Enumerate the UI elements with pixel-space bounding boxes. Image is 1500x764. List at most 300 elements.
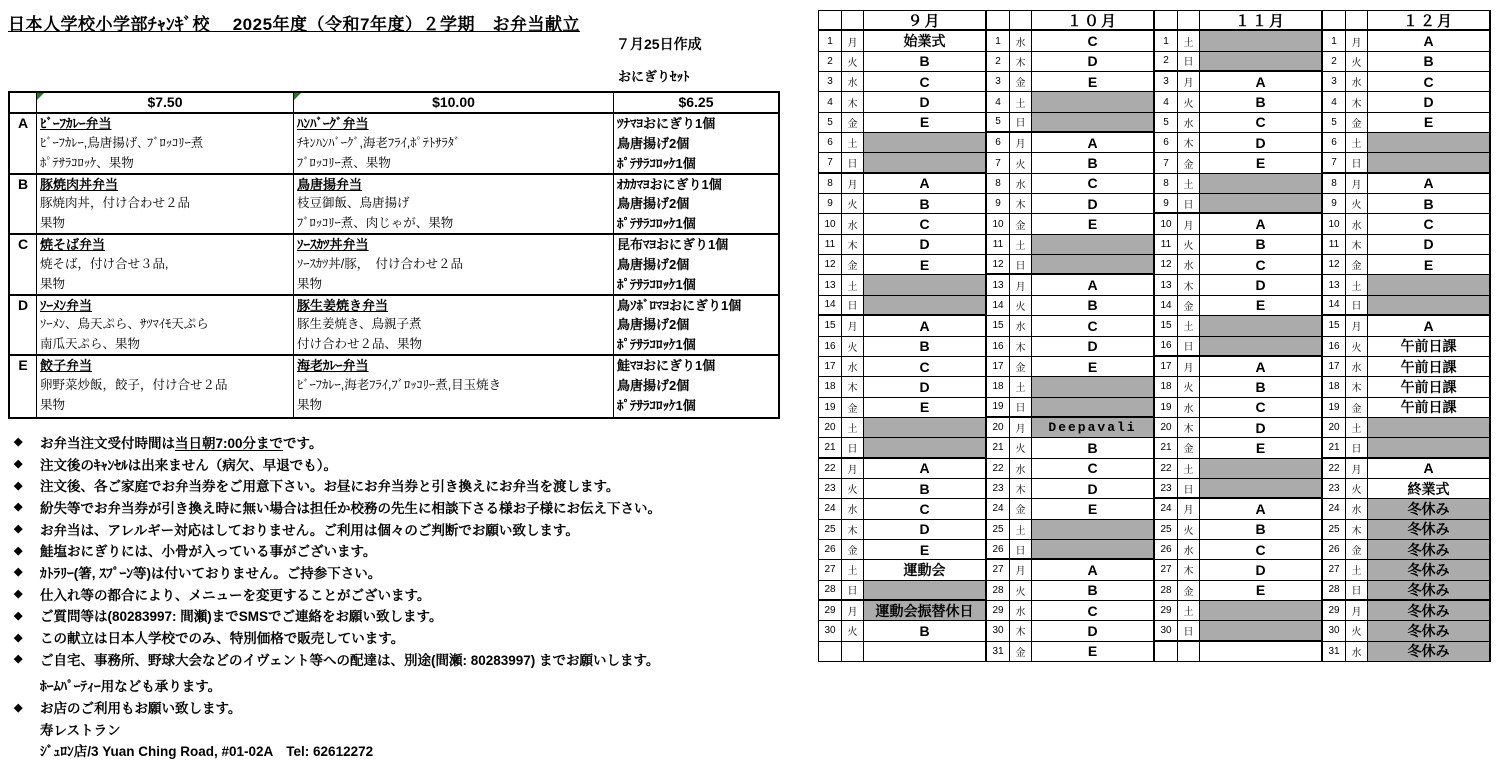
note-item xyxy=(14,561,661,583)
calendar-day-of-week: 木 xyxy=(842,377,864,397)
calendar-day-of-week: 金 xyxy=(1178,438,1200,458)
diamond-bullet-icon: ◆ xyxy=(14,631,23,644)
calendar-day-content: C xyxy=(864,357,987,377)
calendar-day-content: C xyxy=(1032,31,1155,51)
calendar-day-content: C xyxy=(1032,459,1155,479)
calendar-day-content xyxy=(1200,642,1323,662)
calendar-day-content: D xyxy=(864,235,987,255)
menu-bento-750-B xyxy=(37,175,294,236)
calendar-day-of-week: 水 xyxy=(1346,214,1368,234)
calendar-day-number: 5 xyxy=(1155,113,1178,133)
calendar-day-of-week: 火 xyxy=(1178,377,1200,397)
calendar-day-content xyxy=(1368,275,1491,295)
calendar-day-content: B xyxy=(1032,438,1155,458)
bento-line: 果物 xyxy=(40,276,66,291)
calendar-day-content xyxy=(1200,621,1323,641)
calendar-day-of-week: 土 xyxy=(1346,418,1368,438)
calendar-day-of-week: 金 xyxy=(1010,357,1032,377)
calendar-day-content: B xyxy=(1200,235,1323,255)
calendar-day-content: B xyxy=(864,194,987,214)
note-text: 仕入れ等の都合により、メニューを変更することがございます。 xyxy=(40,587,431,603)
calendar-day-number: 11 xyxy=(987,235,1010,255)
menu-row-label-E: E xyxy=(10,356,37,417)
price-header-625: $6.25 xyxy=(614,93,778,114)
calendar-day-content: B xyxy=(1368,52,1491,72)
menu-onigiri-E xyxy=(614,356,778,417)
calendar-day-content xyxy=(1368,296,1491,316)
bento-line: 果物 xyxy=(40,216,66,231)
menu-onigiri-D xyxy=(614,296,778,357)
calendar-day-of-week: 水 xyxy=(842,72,864,92)
calendar-day-number: 9 xyxy=(819,194,842,214)
onigiri-line: ﾎﾟﾃｻﾗｺﾛｯｹ1個 xyxy=(617,397,696,413)
calendar-day-of-week: 水 xyxy=(1346,357,1368,377)
calendar-day-number: 27 xyxy=(1323,560,1346,580)
calendar-day-of-week: 土 xyxy=(1346,275,1368,295)
calendar-header-blank xyxy=(1010,11,1032,31)
bento-line: 果物 xyxy=(297,276,323,291)
calendar-day-number: 2 xyxy=(987,52,1010,72)
calendar-day-number: 19 xyxy=(1155,398,1178,418)
calendar-day-of-week: 金 xyxy=(842,255,864,275)
calendar-day-content: Deepavali xyxy=(1032,418,1155,438)
calendar-day-number: 9 xyxy=(1323,194,1346,214)
calendar-day-of-week: 火 xyxy=(842,52,864,72)
calendar-day-of-week: 水 xyxy=(1346,72,1368,92)
onigiri-line: ﾎﾟﾃｻﾗｺﾛｯｹ1個 xyxy=(617,216,696,232)
calendar-day-of-week: 月 xyxy=(1178,499,1200,519)
calendar-day-number: 27 xyxy=(819,560,842,580)
calendar-day-of-week: 日 xyxy=(842,438,864,458)
note-text: 注文後のｷｬﾝｾﾙは出来ません（病欠、早退でも）。 xyxy=(40,457,337,473)
calendar-day-content: E xyxy=(1200,438,1323,458)
calendar-day-content xyxy=(1032,540,1155,560)
calendar-day-content: 終業式 xyxy=(1368,479,1491,499)
calendar-day-of-week: 月 xyxy=(842,31,864,51)
calendar-day-number: 26 xyxy=(819,540,842,560)
calendar-day-content: A xyxy=(864,174,987,194)
calendar-day-of-week: 日 xyxy=(1010,540,1032,560)
calendar-day-of-week: 日 xyxy=(1346,153,1368,173)
onigiri-line: 鳥唐揚げ2個 xyxy=(617,317,690,333)
calendar-day-content: B xyxy=(1200,92,1323,112)
calendar-day-number: 28 xyxy=(1323,581,1346,601)
calendar-day-number: 24 xyxy=(1155,499,1178,519)
calendar-day-of-week: 月 xyxy=(842,601,864,621)
calendar-day-number: 19 xyxy=(819,398,842,418)
calendar-day-of-week: 火 xyxy=(842,194,864,214)
calendar-day-content xyxy=(1200,337,1323,357)
calendar-day-content: E xyxy=(864,255,987,275)
bento-line: ﾋﾞｰﾌｶﾚｰ,鳥唐揚げ､ ﾌﾞﾛｯｺﾘｰ煮 xyxy=(40,135,204,150)
calendar-day-of-week: 水 xyxy=(842,499,864,519)
calendar-day-of-week: 月 xyxy=(1010,560,1032,580)
calendar-day-content: C xyxy=(864,499,987,519)
calendar-day-of-week: 金 xyxy=(1010,642,1032,662)
calendar-day-content: E xyxy=(1368,255,1491,275)
calendar-day-number: 22 xyxy=(987,459,1010,479)
calendar-day-number: 3 xyxy=(819,72,842,92)
diamond-bullet-icon: ◆ xyxy=(14,653,23,666)
calendar-day-of-week: 日 xyxy=(1346,296,1368,316)
calendar-day-content: 冬休み xyxy=(1368,560,1491,580)
calendar-month-１１月 xyxy=(1155,11,1323,662)
calendar-day-number: 22 xyxy=(819,459,842,479)
calendar-day-of-week: 水 xyxy=(1010,31,1032,51)
calendar-day-of-week: 木 xyxy=(842,92,864,112)
diamond-bullet-icon: ◆ xyxy=(14,609,23,622)
calendar-day-content: C xyxy=(1200,398,1323,418)
calendar-day-number: 25 xyxy=(1155,520,1178,540)
calendar-day-content: D xyxy=(1368,235,1491,255)
calendar-day-of-week: 木 xyxy=(1010,621,1032,641)
calendar-day-content: A xyxy=(1200,214,1323,234)
menu-bento-1000-B xyxy=(294,175,614,236)
calendar-day-number: 23 xyxy=(1323,479,1346,499)
calendar-day-content: 冬休み xyxy=(1368,621,1491,641)
calendar-day-content xyxy=(864,133,987,153)
note-text: 紛失等でお弁当券が引き換え時に無い場合は担任か校務の先生に相談下さる様お子様にお伝え下さい。 xyxy=(40,500,661,516)
menu-onigiri-A xyxy=(614,114,778,175)
calendar-day-of-week: 火 xyxy=(1010,296,1032,316)
calendar-day-content: 冬休み xyxy=(1368,540,1491,560)
calendar-day-content: D xyxy=(1032,621,1155,641)
calendar-day-content: A xyxy=(1368,316,1491,336)
bento-title: ｿｰｽｶﾂ丼弁当 xyxy=(297,237,369,252)
note-item xyxy=(14,605,661,627)
calendar-day-content: E xyxy=(1200,581,1323,601)
calendar-day-of-week: 金 xyxy=(1346,113,1368,133)
calendar-day-content: A xyxy=(1032,275,1155,295)
calendar-day-number: 5 xyxy=(1323,113,1346,133)
bento-line: 付け合わせ２品、果物 xyxy=(297,337,423,352)
bento-title: 鳥唐揚弁当 xyxy=(297,176,363,192)
calendar-day-number: 31 xyxy=(1323,642,1346,662)
calendar-header-blank xyxy=(987,11,1010,31)
menu-row-label-D: D xyxy=(10,296,37,357)
calendar-day-number: 28 xyxy=(819,581,842,601)
calendar-day-of-week: 木 xyxy=(1346,377,1368,397)
calendar-day-number: 21 xyxy=(1155,438,1178,458)
menu-bento-1000-C xyxy=(294,235,614,296)
calendar-day-of-week: 日 xyxy=(1010,113,1032,133)
calendar-day-of-week: 月 xyxy=(1346,601,1368,621)
calendar-day-of-week: 月 xyxy=(1346,316,1368,336)
calendar-day-content xyxy=(1032,113,1155,133)
calendar-day-content: A xyxy=(1368,174,1491,194)
calendar-header-blank xyxy=(1323,11,1346,31)
bento-line: 果物 xyxy=(40,397,66,412)
calendar-day-content: 始業式 xyxy=(864,31,987,51)
calendar-day-number: 29 xyxy=(1155,601,1178,621)
calendar-day-content xyxy=(864,438,987,458)
bento-line: 果物 xyxy=(297,397,323,412)
calendar-day-number: 1 xyxy=(1155,31,1178,51)
calendar-day-number: 26 xyxy=(987,540,1010,560)
bento-line: ｿｰﾒﾝ、鳥天ぷら、ｻﾂﾏｲﾓ天ぷら xyxy=(40,317,209,332)
calendar-day-number: 14 xyxy=(987,296,1010,316)
calendar-day-number: 11 xyxy=(819,235,842,255)
diamond-bullet-icon: ◆ xyxy=(14,588,23,601)
calendar-day-content: C xyxy=(1032,316,1155,336)
calendar-day-number: 29 xyxy=(1323,601,1346,621)
calendar-day-of-week: 水 xyxy=(1178,540,1200,560)
calendar-day-number: 12 xyxy=(1323,255,1346,275)
calendar-day-of-week: 日 xyxy=(1178,52,1200,72)
calendar-day-number: 4 xyxy=(1323,92,1346,112)
calendar-day-content: B xyxy=(864,52,987,72)
calendar-day-content: D xyxy=(1032,52,1155,72)
menu-bento-750-D xyxy=(37,296,294,357)
note-item xyxy=(14,583,661,605)
calendar-day-of-week: 水 xyxy=(842,357,864,377)
calendar-day-number: 22 xyxy=(1323,459,1346,479)
calendar-day-of-week: 月 xyxy=(1178,357,1200,377)
calendar-day-number: 10 xyxy=(1323,214,1346,234)
calendar-day-content: C xyxy=(1368,72,1491,92)
calendar-day-number: 20 xyxy=(1155,418,1178,438)
calendar-day-content: C xyxy=(864,214,987,234)
calendar-day-content: 午前日課 xyxy=(1368,337,1491,357)
calendar-day-content xyxy=(1200,601,1323,621)
menu-bento-1000-A xyxy=(294,114,614,175)
calendar-day-content xyxy=(1032,92,1155,112)
calendar-month-１２月 xyxy=(1323,11,1491,662)
calendar-day-number: 19 xyxy=(1323,398,1346,418)
calendar-day-of-week: 金 xyxy=(1178,581,1200,601)
calendar-day-of-week: 日 xyxy=(1178,479,1200,499)
footer-text: ﾎｰﾑﾊﾟｰﾃｨｰ用なども承ります。 xyxy=(40,679,222,695)
calendar-day-of-week: 火 xyxy=(842,479,864,499)
bento-title: 餃子弁当 xyxy=(40,358,93,373)
calendar-day-number: 27 xyxy=(1155,560,1178,580)
calendar-day-number: 7 xyxy=(987,153,1010,173)
calendar-day-content: B xyxy=(864,337,987,357)
calendar-day-of-week: 火 xyxy=(1346,52,1368,72)
calendar-day-number: 28 xyxy=(987,581,1010,601)
calendar-day-number: 12 xyxy=(987,255,1010,275)
calendar-day-content: E xyxy=(1200,296,1323,316)
calendar-day-content: B xyxy=(1368,194,1491,214)
calendar-day-of-week: 日 xyxy=(1010,398,1032,418)
calendar-day-content: B xyxy=(864,479,987,499)
calendar-day-content: 運動会 xyxy=(864,560,987,580)
calendar-day-of-week: 水 xyxy=(1346,499,1368,519)
menu-onigiri-C xyxy=(614,235,778,296)
calendar-day-content: 冬休み xyxy=(1368,520,1491,540)
created-date: ７月25日作成 xyxy=(616,36,702,52)
calendar-day-content: A xyxy=(1200,72,1323,92)
calendar-day-content xyxy=(864,153,987,173)
calendar-day-number: 18 xyxy=(819,377,842,397)
calendar-day-content xyxy=(1200,31,1323,51)
calendar-day-content xyxy=(1200,194,1323,214)
calendar-day-of-week: 月 xyxy=(1010,133,1032,153)
bento-title: 豚生姜焼き弁当 xyxy=(297,297,389,313)
menu-onigiri-B xyxy=(614,175,778,236)
bento-line: ﾋﾞｰﾌｶﾚｰ,海老ﾌﾗｲ,ﾌﾞﾛｯｺﾘｰ煮,目玉焼き xyxy=(297,377,502,392)
footer-text: 寿レストラン xyxy=(40,722,121,738)
calendar-day-number: 26 xyxy=(1323,540,1346,560)
calendar-day-of-week: 火 xyxy=(1178,92,1200,112)
calendar-day-number: 4 xyxy=(1155,92,1178,112)
calendar-day-number: 17 xyxy=(1155,357,1178,377)
calendar-day-of-week xyxy=(842,642,864,662)
calendar-day-number: 12 xyxy=(819,255,842,275)
calendar-day-number: 14 xyxy=(1323,296,1346,316)
menu-corner-cell xyxy=(10,93,37,114)
calendar-header-blank xyxy=(842,11,864,31)
onigiri-set-label: おにぎりｾｯﾄ xyxy=(618,69,690,84)
calendar-header-blank xyxy=(1155,11,1178,31)
calendar-day-content xyxy=(1032,235,1155,255)
calendar-day-number: 13 xyxy=(1155,275,1178,295)
calendar-day-number: 28 xyxy=(1155,581,1178,601)
calendar-month-header: １０月 xyxy=(1032,11,1155,31)
calendar-day-number: 9 xyxy=(1155,194,1178,214)
calendar-day-of-week: 水 xyxy=(1178,255,1200,275)
calendar-day-number: 23 xyxy=(987,479,1010,499)
calendar-day-of-week: 水 xyxy=(842,214,864,234)
calendar-day-number: 11 xyxy=(1323,235,1346,255)
onigiri-line: 昆布ﾏﾖおにぎり1個 xyxy=(617,237,729,252)
note-item xyxy=(14,474,661,496)
onigiri-line: 鳥唐揚げ2個 xyxy=(617,377,690,393)
calendar-day-content: B xyxy=(1032,581,1155,601)
calendar-day-content: B xyxy=(1200,377,1323,397)
calendar-day-number: 30 xyxy=(819,621,842,641)
calendar-day-content: D xyxy=(1032,194,1155,214)
calendar-day-of-week: 木 xyxy=(1178,418,1200,438)
calendar-day-number: 30 xyxy=(987,621,1010,641)
calendar-day-of-week: 木 xyxy=(842,520,864,540)
calendar-day-number xyxy=(819,642,842,662)
onigiri-line: 鳥唐揚げ2個 xyxy=(617,256,690,272)
bento-line: ｿｰｽｶﾂ丼/豚， 付け合わせ２品 xyxy=(297,256,463,271)
calendar-day-number: 25 xyxy=(987,520,1010,540)
bento-title: 豚焼肉丼弁当 xyxy=(40,176,119,192)
calendar-day-of-week: 火 xyxy=(1346,194,1368,214)
calendar-day-content: E xyxy=(1200,153,1323,173)
calendar-day-number: 20 xyxy=(819,418,842,438)
calendar-day-content: D xyxy=(1200,275,1323,295)
calendar-day-number: 23 xyxy=(819,479,842,499)
calendar-day-of-week: 土 xyxy=(1010,235,1032,255)
calendar-day-content: A xyxy=(1368,459,1491,479)
calendar-day-number: 6 xyxy=(819,133,842,153)
price-header-750: $7.50 xyxy=(37,93,294,114)
calendar-day-number: 5 xyxy=(819,113,842,133)
calendar-day-number: 21 xyxy=(1323,438,1346,458)
calendar-day-number: 26 xyxy=(1155,540,1178,560)
calendar-month-header: １２月 xyxy=(1368,11,1491,31)
calendar-day-content xyxy=(864,275,987,295)
calendar-day-of-week: 木 xyxy=(1010,52,1032,72)
calendar-day-of-week: 土 xyxy=(1010,520,1032,540)
onigiri-line: 鳥唐揚げ2個 xyxy=(617,135,690,151)
calendar-day-of-week: 木 xyxy=(1346,92,1368,112)
calendar-day-of-week: 日 xyxy=(1010,255,1032,275)
calendar-day-content: A xyxy=(1368,31,1491,51)
calendar-day-content: 冬休み xyxy=(1368,581,1491,601)
note-item xyxy=(14,648,661,670)
calendar-day-number: 25 xyxy=(819,520,842,540)
calendar-day-content: C xyxy=(1200,113,1323,133)
calendar-day-content: E xyxy=(864,113,987,133)
calendar-day-content: A xyxy=(1032,560,1155,580)
menu-bento-750-E xyxy=(37,356,294,417)
calendar-day-of-week: 土 xyxy=(842,275,864,295)
calendar-day-of-week: 火 xyxy=(1010,438,1032,458)
calendar-day-content xyxy=(1032,255,1155,275)
diamond-bullet-icon: ◆ xyxy=(14,458,23,471)
calendar-day-content xyxy=(1368,133,1491,153)
calendar-day-of-week: 水 xyxy=(1178,398,1200,418)
calendar-day-number: 6 xyxy=(1155,133,1178,153)
diamond-bullet-icon: ◆ xyxy=(14,566,23,579)
calendar-day-number: 4 xyxy=(987,92,1010,112)
diamond-bullet-icon: ◆ xyxy=(14,479,23,492)
calendar-day-number: 8 xyxy=(987,174,1010,194)
note-item xyxy=(14,431,661,453)
calendar-day-number: 11 xyxy=(1155,235,1178,255)
calendar-day-content xyxy=(1200,316,1323,336)
calendar-day-of-week: 水 xyxy=(1010,459,1032,479)
calendar-day-content: D xyxy=(1200,133,1323,153)
calendar-day-number: 5 xyxy=(987,113,1010,133)
calendar-day-content: D xyxy=(864,520,987,540)
calendar-day-content: 冬休み xyxy=(1368,642,1491,662)
note-text: ｶﾄﾗﾘｰ(箸, ｽﾌﾟｰﾝ等)は付いておりません。ご持参下さい。 xyxy=(40,565,382,581)
calendar-day-number: 31 xyxy=(987,642,1010,662)
calendar-day-of-week: 日 xyxy=(1178,621,1200,641)
calendar-day-of-week: 土 xyxy=(842,133,864,153)
calendar-day-content: E xyxy=(864,540,987,560)
calendar-day-number: 16 xyxy=(819,337,842,357)
calendar-day-number: 23 xyxy=(1155,479,1178,499)
calendar-day-number: 30 xyxy=(1155,621,1178,641)
calendar-day-of-week: 木 xyxy=(1010,194,1032,214)
calendar-day-of-week: 木 xyxy=(1346,235,1368,255)
calendar-day-content: D xyxy=(1032,337,1155,357)
calendar-day-number: 12 xyxy=(1155,255,1178,275)
calendar-day-of-week: 月 xyxy=(842,459,864,479)
calendar-day-number: 1 xyxy=(987,31,1010,51)
calendar-day-number: 24 xyxy=(819,499,842,519)
menu-bento-1000-D xyxy=(294,296,614,357)
note-text: この献立は日本人学校でのみ、特別価格で販売しています。 xyxy=(40,631,405,647)
calendar-day-of-week: 金 xyxy=(1010,72,1032,92)
calendar-day-number: 30 xyxy=(1323,621,1346,641)
calendar-day-of-week: 火 xyxy=(1010,581,1032,601)
calendar-day-of-week: 日 xyxy=(842,153,864,173)
calendar-day-number: 29 xyxy=(819,601,842,621)
calendar-day-number: 8 xyxy=(1323,174,1346,194)
calendar-day-number: 20 xyxy=(1323,418,1346,438)
calendar-day-of-week: 日 xyxy=(1178,337,1200,357)
calendar-day-number: 27 xyxy=(987,560,1010,580)
calendar-day-content: E xyxy=(1032,357,1155,377)
calendar-day-content: 運動会振替休日 xyxy=(864,601,987,621)
menu-bento-750-C xyxy=(37,235,294,296)
calendar-day-content: E xyxy=(1032,499,1155,519)
calendar-day-number: 3 xyxy=(1323,72,1346,92)
calendar-day-of-week: 日 xyxy=(842,581,864,601)
calendar-day-content xyxy=(1200,479,1323,499)
calendar-day-content xyxy=(1032,520,1155,540)
onigiri-line: ﾎﾟﾃｻﾗｺﾛｯｹ1個 xyxy=(617,276,696,292)
menu-bento-1000-E xyxy=(294,356,614,417)
